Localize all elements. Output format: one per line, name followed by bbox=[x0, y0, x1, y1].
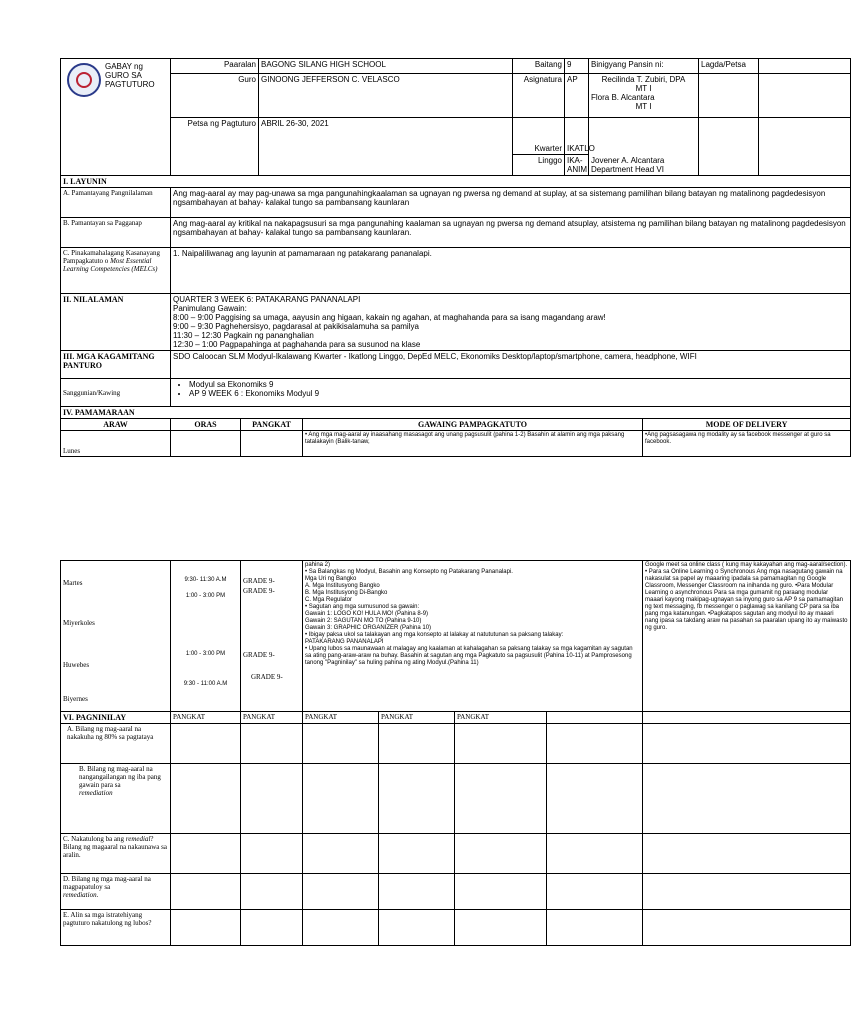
activity-line: • Ibigay paksa ukol sa talakayan ang mga konsepto at lalakay at natututunan sa paksang talakay: bbox=[305, 632, 564, 638]
sanggunian-label: Sanggunian/Kawing bbox=[61, 379, 171, 407]
paaralan-value: BAGONG SILANG HIGH SCHOOL bbox=[259, 59, 513, 74]
row-c-text-2: ? Bilang ng magaaral na nakaunawa sa aralin. bbox=[63, 835, 167, 859]
col-header-pangkat: PANGKAT bbox=[241, 419, 303, 431]
petsa-label: Petsa ng Pagtuturo bbox=[171, 118, 259, 176]
pamamaraan-table bbox=[60, 406, 851, 457]
layunin-table bbox=[60, 175, 851, 407]
nilalaman-line: 8:00 – 9:00 Paggising sa umaga, aayusin ang higaan, kakain ng agahan, at maghahanda para sa isang magandang araw! bbox=[173, 313, 606, 322]
kwarter-value: IKATLO bbox=[565, 118, 589, 155]
deped-seal-icon bbox=[67, 63, 101, 97]
pamantayang-pangnilalaman-value: Ang mag-aaral ay may pag-unawa sa mga pangunahingkaalaman sa ugnayan ng pwersa ng demand at suplay, at sa sistemang pamilihan bilang batayan ng matalinong pagdedesisyon ngsambahayan at bahay- kalakal tungo sa pambansang kaunlaran bbox=[171, 188, 851, 218]
activity-line: B. Mga Institusyong Di-Bangko bbox=[305, 590, 388, 596]
nilalaman-line: 12:30 – 1:00 Pagpapahinga at paghahanda para sa susunod na klase bbox=[173, 340, 421, 349]
group-label: GRADE 9- bbox=[243, 587, 275, 595]
pamamaraan-heading: IV. PAMAMARAAN bbox=[61, 407, 851, 419]
lunes-activity: • Ang mga mag-aaral ay inaasahang masasagot ang unang pagsusulit (pahina 1-2) Basahin at alamin ang mga paksang tatalakayin (Balik-tanaw, bbox=[303, 431, 643, 457]
col-header-araw: ARAW bbox=[61, 419, 171, 431]
row-c-italic: remedial bbox=[125, 835, 151, 843]
row-d-italic: remediation. bbox=[63, 891, 99, 899]
activities-continued bbox=[303, 561, 643, 712]
header-table bbox=[60, 58, 851, 176]
col-header-gawain: GAWAING PAMPAGKATUTO bbox=[303, 419, 643, 431]
activity-line: PATAKARANG PANANALAPI bbox=[305, 639, 384, 645]
pagninilay-row-e: E. Alin sa mga istratehiyang pagtuturo nakatulong ng lubos? bbox=[61, 910, 171, 946]
time-slot: 1:00 - 3:00 PM bbox=[185, 651, 226, 657]
day-biyernes: Biyernes bbox=[63, 695, 88, 703]
nilalaman-line: 11:30 – 12:30 Pagkain ng pananghalian bbox=[173, 331, 314, 340]
melc-label bbox=[61, 248, 171, 294]
asignatura-label: Asignatura bbox=[513, 74, 565, 118]
nilalaman-heading: II. NILALAMAN bbox=[61, 294, 171, 351]
groups-column bbox=[241, 561, 303, 712]
binigyang-pansin-label: Binigyang Pansin ni: bbox=[589, 59, 699, 74]
baitang-value: 9 bbox=[565, 59, 589, 74]
time-slot: 9:30- 11:30 A.M bbox=[184, 577, 227, 583]
pagninilay-row-d bbox=[61, 874, 171, 910]
title-line: PAGTUTURO bbox=[105, 80, 155, 89]
title-line: GABAY ng bbox=[105, 62, 143, 71]
petsa-value: ABRIL 26-30, 2021 bbox=[259, 118, 513, 176]
time-slot: 1:00 - 3:00 PM bbox=[185, 593, 226, 599]
melc-label-italic: Most Essential Learning Competencies (MELCs) bbox=[63, 257, 158, 273]
nilalaman-line: Panimulang Gawain: bbox=[173, 304, 247, 313]
head-name: Jovener A. Alcantara bbox=[591, 156, 665, 165]
pagninilay-table bbox=[60, 711, 851, 946]
sanggunian-item: • AP 9 WEEK 6 : Ekonomiks Modyul 9 bbox=[189, 389, 848, 398]
day-martes: Martes bbox=[63, 579, 83, 587]
sanggunian-list bbox=[171, 379, 851, 407]
row-c-text: C. Nakatulong ba ang bbox=[63, 835, 126, 843]
baitang-label: Baitang bbox=[513, 59, 565, 74]
activity-line: • Upang lubos sa maunawaan at malagay ang kaalaman at kahalagahan sa paksang talakay sa mga kagamitan ay sagutan sa ating pang-araw-araw na buhay. Basahin at sagutan ang mga Pagkatuto sa pagsusulit (Pahina 10-11) at Pamprosesong tanong "Pagninilay" sa huling pahina ng ating Modyul.(Pahina 11) bbox=[305, 646, 633, 666]
group-label: GRADE 9- bbox=[243, 577, 275, 585]
activity-line: A. Mga Institusyong Bangko bbox=[305, 583, 380, 589]
reviewer-line: Recilinda T. Zubiri, DPA bbox=[601, 75, 686, 84]
days-column bbox=[61, 561, 171, 712]
day-huwebes: Huwebes bbox=[63, 661, 90, 669]
sanggunian-item: • Modyul sa Ekonomiks 9 bbox=[189, 380, 848, 389]
day-miyerkoles: Miyerkoles bbox=[63, 619, 95, 627]
pagninilay-heading: VI. PAGNINILAY bbox=[61, 712, 171, 724]
nilalaman-line: 9:00 – 9:30 Paghehersisyo, pagdarasal at pakikisalamuha sa pamilya bbox=[173, 322, 419, 331]
paaralan-label: Paaralan bbox=[171, 59, 259, 74]
reviewer-line: Flora B. Alcantara bbox=[591, 93, 655, 102]
lesson-plan-page-2 bbox=[60, 560, 848, 950]
nilalaman-content bbox=[171, 294, 851, 351]
pangkat-header: PANGKAT bbox=[241, 712, 303, 724]
melc-label-text: C. Pinakamahalagang Kasanayang Pampagkatuto o bbox=[63, 249, 160, 265]
col-header-oras: ORAS bbox=[171, 419, 241, 431]
times-column bbox=[171, 561, 241, 712]
row-b-text: B. Bilang ng mag-aaral na nangangailangan ng iba pang gawain para sa bbox=[79, 765, 161, 789]
department-head bbox=[589, 118, 699, 176]
pangkat-header: PANGKAT bbox=[303, 712, 379, 724]
activity-line: C. Mga Regulator bbox=[305, 597, 353, 603]
pamantayan-sa-pagganap-value: Ang mag-aaral ay kritikal na nakapagsusuri sa mga pangunahing kaalaman sa ugnayan ng pwersa ng demand atsuplay, atsistema ng pamilihan bilang batayan ng matalinong pagdedesisyon ngsambahayan at bahay- kalakal tungo sa pambansang kaunlaran. bbox=[171, 218, 851, 248]
linggo-value: IKA-ANIM bbox=[565, 155, 589, 176]
lagda-label: Lagda/Petsa bbox=[699, 59, 759, 74]
pangkat-header: PANGKAT bbox=[379, 712, 455, 724]
reviewer-line: MT I bbox=[635, 102, 652, 111]
pagninilay-row-b bbox=[61, 764, 171, 834]
time-slot: 9:30 - 11:00 A.M bbox=[183, 681, 228, 687]
kagamitan-heading: III. MGA KAGAMITANG PANTURO bbox=[61, 351, 171, 379]
melc-value: 1. Naipaliliwanag ang layunin at pamamaraan ng patakarang pananalapi. bbox=[171, 248, 851, 294]
pamantayan-sa-pagganap-label: B. Pamantayan sa Pagganap bbox=[61, 218, 171, 248]
activity-line: Gawain 2: SAGUTAN MO TO (Pahina 9-10) bbox=[305, 618, 422, 624]
nilalaman-line: QUARTER 3 WEEK 6: PATAKARANG PANANALAPI bbox=[173, 295, 361, 304]
activity-line: • Sagutan ang mga sumusunod sa gawain: bbox=[305, 604, 420, 610]
col-header-mode: MODE OF DELIVERY bbox=[643, 419, 851, 431]
pangkat-header: PANGKAT bbox=[455, 712, 547, 724]
reviewer-line: MT I bbox=[635, 84, 652, 93]
head-title: Department Head VI bbox=[591, 165, 664, 174]
reviewers bbox=[589, 74, 699, 118]
guro-label: Guro bbox=[171, 74, 259, 118]
kagamitan-value: SDO Caloocan SLM Modyul-Ikalawang Kwarter - Ikatlong Linggo, DepEd MELC, Ekonomiks Desktop/laptop/smartphone, camera, headphone, WIFI bbox=[171, 351, 851, 379]
guro-value: GINOONG JEFFERSON C. VELASCO bbox=[259, 74, 513, 118]
activity-line: Gawain 1: LOGO KO! HULA MO! (Pahina 8-9) bbox=[305, 611, 429, 617]
activity-line: • Sa Balangkas ng Modyul, Basahin ang Konsepto ng Patakarang Pananalapi. bbox=[305, 569, 513, 575]
pagninilay-row-a: A. Bilang ng mag-aaral na nakakuha ng 80% sa pagtataya bbox=[61, 724, 171, 764]
linggo-label: Linggo bbox=[513, 155, 565, 176]
pangkat-header: PANGKAT bbox=[171, 712, 241, 724]
lesson-plan-page-1 bbox=[60, 58, 846, 455]
asignatura-value: AP bbox=[565, 74, 589, 118]
layunin-heading: I. LAYUNIN bbox=[61, 176, 851, 188]
group-label: GRADE 9- bbox=[243, 651, 275, 659]
document-title bbox=[101, 60, 155, 97]
kwarter-label: Kwarter bbox=[513, 118, 565, 155]
mode-continued: Google meet sa online class ( kung may kakayahan ang mag-aaral/section). • Para sa Online Learning o Synchronous Ang mga nasagutang gawain na nakasulat sa papel ay maaaring ipadala sa pamamagitan ng Google Classroom, Messenger Classroom na inihanda ng guro. •Para Modular Learning o asynchronous Para sa mga gumamit ng paraang modular maaari kayong makipag-ugnayan sa inyong guro sa AP 9 sa pamamagitan ng text messaging, fb messenger o paglawag sa kanilang CP para sa iba pang mga katanungan. •Pagkatapos sagutan ang modyul ito ay maaari nang ipasa sa takdang araw na pasahan sa paaralan upang ito ay maiwasto ng guro. bbox=[643, 561, 851, 712]
pamamaraan-continued-table bbox=[60, 560, 851, 712]
activity-line: Mga Uri ng Bangko bbox=[305, 576, 357, 582]
group-label: GRADE 9- bbox=[251, 673, 283, 681]
row-b-italic: remediation bbox=[79, 789, 113, 797]
pamantayang-pangnilalaman-label: A. Pamantayang Pangnilalaman bbox=[61, 188, 171, 218]
activity-line: Gawain 3: GRAPHIC ORGANIZER (Pahina 10) bbox=[305, 625, 432, 631]
day-lunes: Lunes bbox=[61, 431, 171, 457]
pagninilay-row-c bbox=[61, 834, 171, 874]
activity-line: pahina 2) bbox=[305, 562, 331, 568]
lunes-mode: •Ang pagsasagawa ng modality ay sa facebook messenger at guro sa facebook. bbox=[643, 431, 851, 457]
title-line: GURO SA bbox=[105, 71, 142, 80]
row-d-text: D. Bilang ng mga mag-aaral na magpapatuloy sa bbox=[63, 875, 151, 891]
